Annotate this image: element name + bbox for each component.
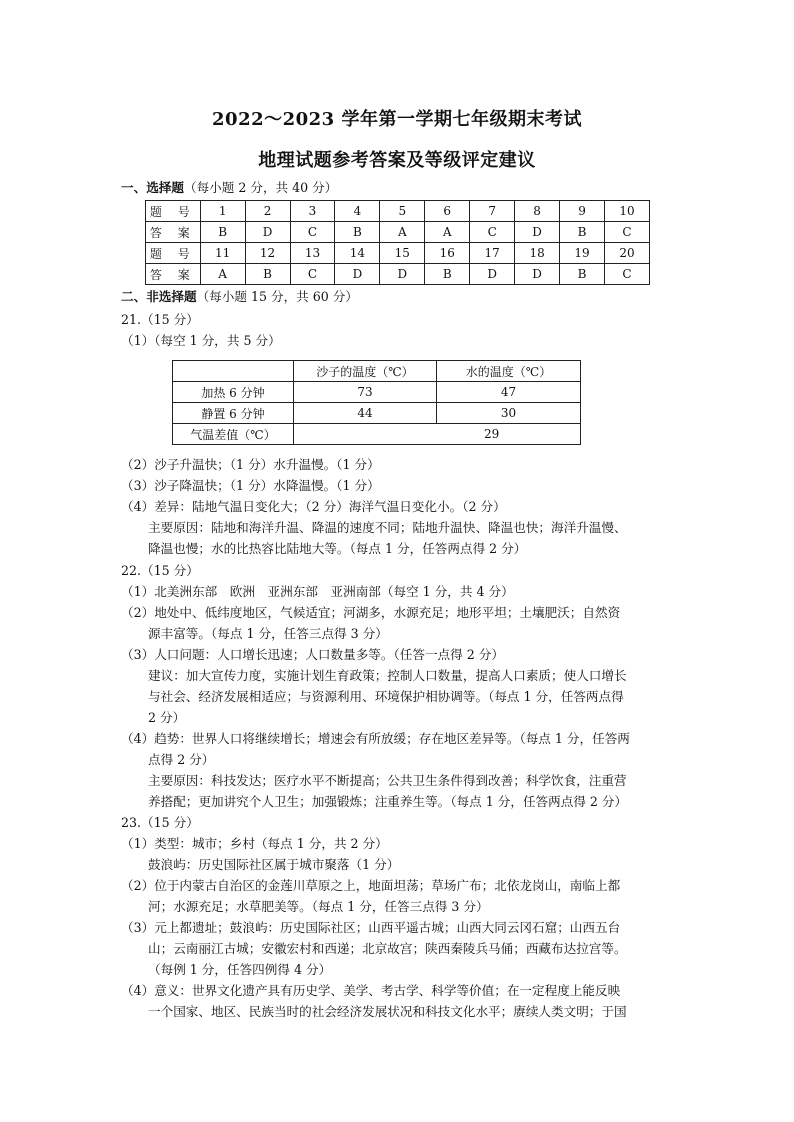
q22-part3-advice: 建议：加大宣传力度，实施计划生育政策；控制人口数量，提高人口素质；使人口增长 [148, 668, 627, 683]
q22-part4-reason: 主要原因：科技发达；医疗水平不断提高；公共卫生条件得到改善；科学饮食，注重营 [148, 773, 627, 788]
q22-part3: （3）人口问题：人口增长迅速；人口数量多等。（任答一点得 2 分） [121, 647, 504, 662]
q22-part2-cont: 源丰富等。（每点 1 分，任答三点得 3 分） [148, 626, 388, 641]
q23-part3-cont: 山；云南丽江古城；安徽宏村和西递；北京故宫；陕西秦陵兵马俑；西藏布达拉宫等。 [148, 941, 627, 956]
table-cell: B [560, 264, 605, 285]
table-cell: 12 [245, 243, 290, 264]
table-cell: B [335, 222, 380, 243]
q22-part1: （1）北美洲东部 欧洲 亚洲东部 亚洲南部（每空 1 分，共 4 分） [121, 584, 514, 599]
table-cell: D [335, 264, 380, 285]
table-row [173, 382, 581, 403]
table-row [173, 361, 581, 382]
section1-label: 一、选择题 [121, 180, 184, 195]
q23-heading: 23.（15 分） [121, 815, 199, 830]
q23-part1-cont: 鼓浪屿：历史国际社区属于城市聚落（1 分） [148, 857, 400, 872]
table-cell: D [380, 264, 425, 285]
q21-part1: （1）（每空 1 分，共 5 分） [121, 333, 281, 348]
q21-part2: （2）沙子升温快；（1 分）水升温慢。（1 分） [121, 457, 380, 472]
table-row [173, 403, 581, 424]
table-cell: A [200, 264, 245, 285]
section1-heading [121, 178, 337, 198]
table-cell: 18 [515, 243, 560, 264]
q22-part3-advice-cont: 与社会、经济发展相适应；与资源利用、环境保护相协调等。（每点 1 分，任答两点得 [148, 689, 624, 704]
table-cell: B [425, 264, 470, 285]
table-cell: B [560, 222, 605, 243]
table-cell: 73 [293, 382, 436, 403]
row-label: 答 案 [146, 264, 201, 285]
table-cell: B [245, 264, 290, 285]
table-cell: 13 [290, 243, 335, 264]
table-row [146, 222, 650, 243]
table-cell: 2 [245, 201, 290, 222]
table-cell: C [604, 222, 649, 243]
answer-table [145, 200, 650, 285]
q22-part4-cont: 点得 2 分） [148, 752, 215, 767]
q22-part4-reason-cont: 养搭配；更加讲究个人卫生；加强锻炼；注重养生等。（每点 1 分，任答两点得 2 分） [148, 794, 628, 809]
temperature-table [172, 360, 581, 445]
section1-note: （每小题 2 分，共 40 分） [183, 180, 338, 195]
table-cell [173, 361, 294, 382]
exam-subtitle: 地理试题参考答案及等级评定建议 [258, 150, 536, 171]
table-cell: 30 [436, 403, 580, 424]
q23-part4-cont: 一个国家、地区、民族当时的社会经济发展状况和科技文化水平；赓续人类文明；于国 [148, 1004, 627, 1019]
table-cell: 3 [290, 201, 335, 222]
table-cell: 16 [425, 243, 470, 264]
q21-part3: （3）沙子降温快；（1 分）水降温慢。（1 分） [121, 478, 380, 493]
table-cell: A [425, 222, 470, 243]
table-cell: D [245, 222, 290, 243]
table-cell: 44 [293, 403, 436, 424]
section2-note: （每小题 15 分，共 60 分） [196, 289, 358, 304]
q23-part2-cont: 河；水源充足；水草肥美等。（每点 1 分，任答三点得 3 分） [148, 899, 489, 914]
q21-part4-reason-cont: 降温也慢；水的比热容比陆地大等。（每点 1 分，任答两点得 2 分） [148, 541, 527, 556]
table-cell: A [380, 222, 425, 243]
q22-part2: （2）地处中、低纬度地区，气候适宜；河湖多，水源充足；地形平坦；土壤肥沃；自然资 [121, 605, 621, 620]
table-cell: 4 [335, 201, 380, 222]
row-label: 答 案 [146, 222, 201, 243]
table-cell: 15 [380, 243, 425, 264]
q21-part4-reason: 主要原因：陆地和海洋升温、降温的速度不同；陆地升温快、降温也快；海洋升温慢、 [148, 520, 627, 535]
q23-part3-score: （每例 1 分，任答四例得 4 分） [148, 962, 332, 977]
table-cell: 5 [380, 201, 425, 222]
table-cell: 1 [200, 201, 245, 222]
section2-heading [121, 287, 358, 307]
table-row [146, 264, 650, 285]
table-cell: C [604, 264, 649, 285]
table-cell: C [470, 222, 515, 243]
table-cell: 9 [560, 201, 605, 222]
table-cell: 8 [515, 201, 560, 222]
table-row [146, 243, 650, 264]
table-cell: 7 [470, 201, 515, 222]
q22-part4: （4）趋势：世界人口将继续增长；增速会有所放缓；存在地区差异等。（每点 1 分，任答两 [121, 731, 630, 746]
table-cell: C [290, 222, 335, 243]
table-cell: 20 [604, 243, 649, 264]
row-label: 题 号 [146, 201, 201, 222]
q22-part3-advice-end: 2 分） [148, 710, 186, 725]
table-row [146, 201, 650, 222]
table-cell: 10 [604, 201, 649, 222]
table-cell: D [470, 264, 515, 285]
q23-part3: （3）元上都遗址；鼓浪屿：历史国际社区；山西平遥古城；山西大同云冈石窟；山西五台 [121, 920, 621, 935]
table-cell: 14 [335, 243, 380, 264]
exam-title: 2022～2023 学年第一学期七年级期末考试 [212, 109, 582, 130]
table-cell: 29 [293, 424, 580, 445]
q21-part4: （4）差异：陆地气温日变化大；（2 分）海洋气温日变化小。（2 分） [121, 499, 506, 514]
table-header: 水的温度（℃） [436, 361, 580, 382]
table-cell: C [290, 264, 335, 285]
table-cell: B [200, 222, 245, 243]
table-cell: D [515, 264, 560, 285]
section2-label: 二、非选择题 [121, 289, 197, 304]
row-label: 加热 6 分钟 [173, 382, 294, 403]
row-label: 题 号 [146, 243, 201, 264]
table-header: 沙子的温度（℃） [293, 361, 436, 382]
q23-part2: （2）位于内蒙古自治区的金莲川草原之上，地面坦荡；草场广布；北依龙岗山，南临上都 [121, 878, 621, 893]
q23-part4: （4）意义：世界文化遗产具有历史学、美学、考古学、科学等价值；在一定程度上能反映 [121, 983, 621, 998]
q21-heading: 21.（15 分） [121, 312, 199, 327]
table-cell: 47 [436, 382, 580, 403]
q23-part1: （1）类型：城市；乡村（每点 1 分，共 2 分） [121, 836, 388, 851]
row-label: 气温差值（℃） [173, 424, 294, 445]
table-cell: 6 [425, 201, 470, 222]
table-cell: 19 [560, 243, 605, 264]
row-label: 静置 6 分钟 [173, 403, 294, 424]
table-row [173, 424, 581, 445]
table-cell: 17 [470, 243, 515, 264]
table-cell: 11 [200, 243, 245, 264]
q22-heading: 22.（15 分） [121, 563, 199, 578]
table-cell: D [515, 222, 560, 243]
